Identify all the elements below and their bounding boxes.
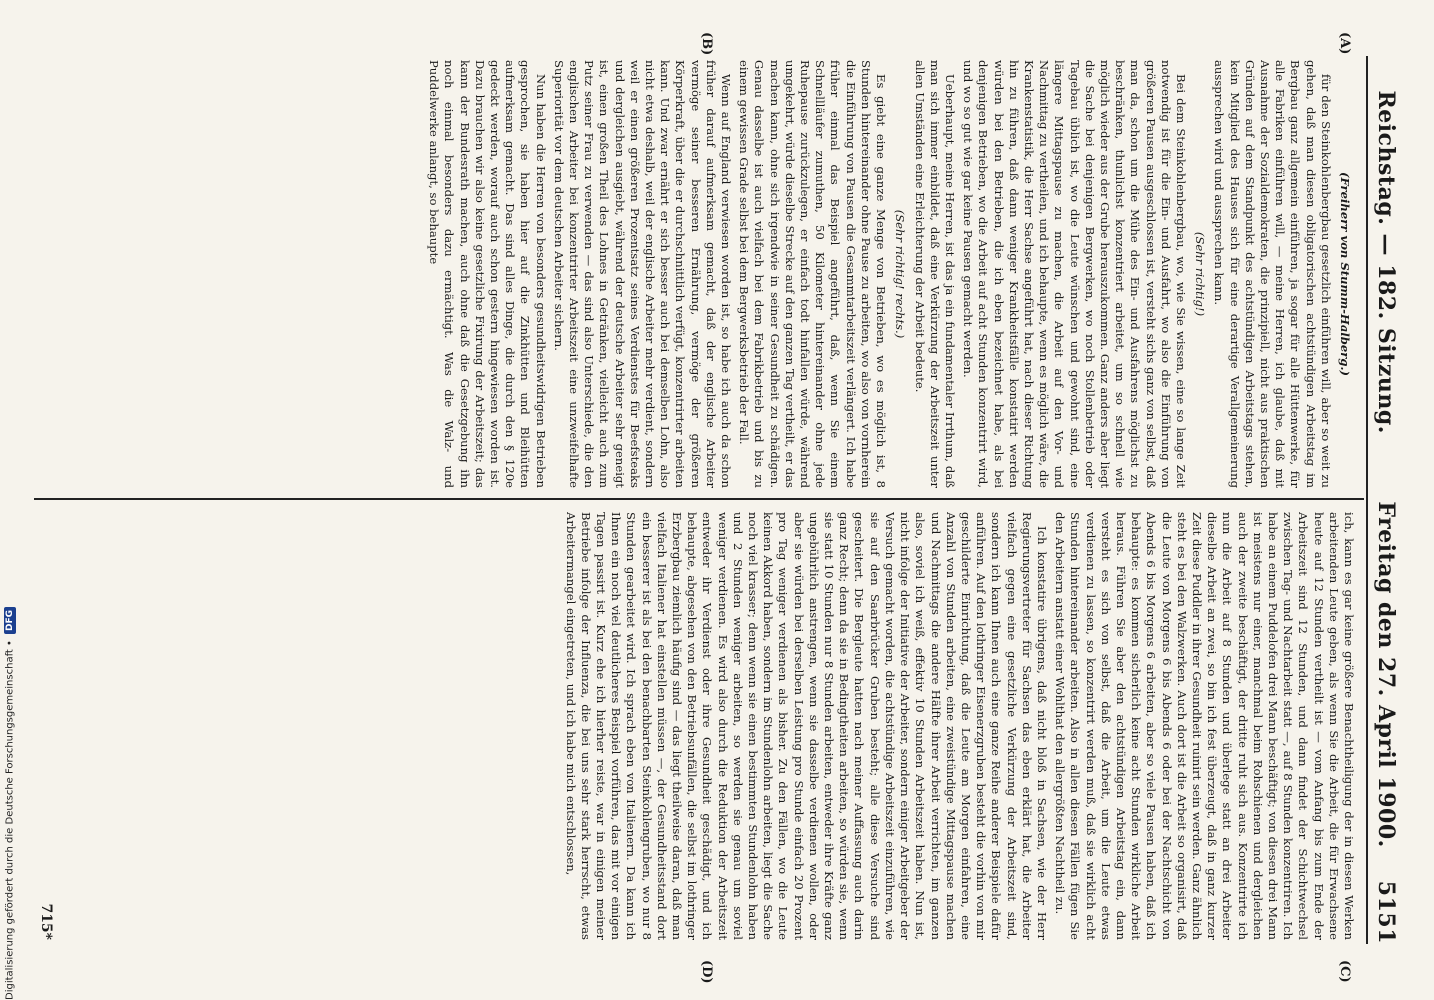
interjection: (Sehr richtig! rechts.) (893, 209, 908, 339)
interjection: (Sehr richtig!) (1193, 231, 1208, 317)
column-divider (34, 498, 1364, 500)
left-column (56, 60, 1356, 488)
page-header (1366, 56, 1404, 944)
paragraph: Bei dem Steinkohlenbergbau, wo, wie Sie wissen, eine so lange Zeit notwendig ist für die Ein- und Ausfahrt, wo also die Einführung von größeren Pausen ausgeschlossen ist, versteht sichs ganz von selbst, daß man da, schon um die Mühe des Ein- und Ausfahrens möglichst zu beschränken, thunlichst konzentriert arbeitet, um so schnell wie möglich wieder aus der Grube herauszukommen. Ganz anders aber liegt die Sache bei denjenigen Bergwerken, wo noch Stollenbetrieb oder Tagebau üblich ist, wo die Leute wünschen und gewohnt sind, eine längere Mittagspause zu machen, die Arbeit auf den Vor- und Nachmittag zu vertheilen, und ich behaupte, wenn es möglich wäre, die Krankenstatistik, die Herr Sachse angeführt hat, nach dieser Richtung hin zu führen, daß dann weniger Krankheitsfälle konstatirt werden würden bei den Betrieben, die ich eben bezeichnet habe, als bei denjenigen Betrieben, wo die Arbeit auf acht Stunden konzentrirt wird, und wo so gut wie gar keine Pausen gemacht werden. (961, 60, 1188, 488)
page-footer-signature: 715* (38, 903, 54, 940)
margin-marker-b: (B) (699, 32, 714, 56)
speaker-name: (Freiherr von Stumm-Halberg.) (1338, 172, 1352, 376)
paragraph: Es giebt eine ganze Menge von Betrieben, wo es möglich ist, 8 Stunden hintereinander ohne Pause zu arbeiten, wo also von vornherein die Einführung von Pausen die Gesammtarbeitszeit verlängert. Ich habe früher einmal das Beispiel angeführt, daß, wenn Sie einem Schnellläufer zumuthen, 50 Kilometer hintereinander ohne jede Ruhepause zurückzulegen, er einfach todt hinfallen würde, während umgekehrt, würde dieselbe Strecke auf den ganzen Tag vertheilt, er das machen kann, ohne sich irgendwie in seiner Gesundheit zu schädigen. Genau dasselbe ist auch vielfach bei dem Fabrikbetrieb und bis zu einem gewissen Grade selbst bei dem Bergwerksbetrieb der Fall. (737, 60, 889, 488)
funding-credit-label: Digitalisierung gefördert durch die Deutsche Forschungsgemeinschaft • (4, 640, 16, 1000)
paragraph: Ueberhaupt, meine Herren, ist das ja ein fundamentaler Irrthum, daß man sich immer einbildet, daß eine Verkürzung der Arbeitszeit unter allen Umständen eine Erleichterung der Arbeit bedeute. (912, 60, 957, 488)
paragraph: ich, kann es gar keine größere Benachtheiligung der in diesen Werken arbeitenden Leute geben, als wenn Sie die Arbeit, die für Erwachsene heute auf 12 Stunden vertheilt ist — vom Anfang bis zum Ende der Arbeitszeit sind 12 Stunden, und dann findet der Schichtwechsel zwischen Tag- und Nachtarbeit statt —, auf 8 Stunden konzentriren. Ich habe an einem Puddelofen drei Mann beschäftigt; von diesen drei Mann ist meistens nur einer, manchmal beim Rohschienen und dergleichen auch der zweite beschäftigt, der dritte ruht sich aus. Konzentrirte ich nun die Arbeit auf 8 Stunden und überlege statt an drei Arbeiter dieselbe Arbeit an zwei, so bin ich fest überzeugt, daß in ganz kurzer Zeit diese Puddler in ihrer Gesundheit ruinirt sein werden. Ganz ähnlich steht es bei den Walzwerken. Auch dort ist die Arbeit so organisirt, daß die Leute von Morgens 6 bis Abends 6 oder bei der Nachtschicht von Abends 6 bis Morgens 6 arbeiten, aber so viele Pausen haben, daß ich behaupte: es kommen sicherlich keine acht Stunden wirkliche Arbeit heraus. Führen Sie aber den achtstündigen Arbeitstag ein, dann versteht es sich von selbst, daß die Arbeit, um die Leute etwas verdienen zu lassen, so konzentrirt werden muß, daß sie wirklich acht Stunden hintereinander arbeiten. Also in allen diesen Fällen fügen Sie den Arbeitern anstatt einer Wohlthat den allergrößten Nachtheil zu. (1053, 512, 1356, 940)
paragraph: Wenn auf England verwiesen worden ist, so habe ich auch da schon früher darauf aufmerksam gemacht, daß der englische Arbeiter vermöge seiner besseren Ernährung, vermöge der größeren Körperkraft, über die er durchschnittlich verfügt, konzentrirter arbeiten kann. Und zwar ernährt er sich besser auch bei demselben Lohn, also nicht etwa deshalb, weil der englische Arbeiter mehr verdient, sondern weil er einen größeren Prozentsatz seines Verdienstes für Beefsteaks und dergleichen ausgiebt, während der deutsche Arbeiter sehr geneigt ist, einen großen Theil des Lohnes in Getränken, vielleicht auch zum Putz seiner Frau zu verwenden — das sind also Unterschiede, die den englischen Arbeiter bei konzentrirter Arbeitszeit eine unzweifelhafte Superiorität vor dem deutschen Arbeiter sichern. (551, 60, 734, 488)
margin-marker-c: (C) (1337, 960, 1352, 983)
paragraph: für den Steinkohlenbergbau gesetzlich einführen will, aber so weit zu gehen, daß man diesen obligatorischen achtstündigen Arbeitstag im Bergbau ganz allgemein einführen, ja sogar für alle Hüttenwerke, für alle Fabriken einführen will, — meine Herren, ich glaube, daß mit Ausnahme der Sozialdemokraten, die prinzipiell, nicht aus praktischen Gründen auf dem Standpunkt des achtstündigen Arbeitstags stehen, kein Mitglied des Hauses sich für eine derartige Verallgemeinerung aussprechen wird und aussprechen kann. (1212, 60, 1333, 488)
margin-marker-a: (A) (1337, 32, 1352, 55)
header-date: Freitag den 27. April 1900. (1373, 501, 1399, 848)
paragraph: Ich konstatire übrigens, daß nicht bloß in Sachsen, wie der Herr Regierungsvertreter für Sachsen das eben erklärt hat, die Arbeiter vielfach gegen eine gesetzliche Verkürzung der Arbeitszeit sind, sondern ich kann Ihnen auch eine ganze Reihe anderer Beispiele dafür anführen. Auf den lothringer Eisenerzgruben besteht die vorhin von mir geschilderte Einrichtung, daß die Leute am Morgen einfahren, eine Anzahl von Stunden arbeiten, eine zweistündige Mittagspause machen und Nachmittags die andere Hälfte ihrer Arbeit verrichten, im ganzen also, soviel ich weiß, effektiv 10 Stunden Arbeitszeit haben. Nun ist, nicht infolge der Initiative der Arbeiter, sondern einiger Arbeitgeber der Versuch gemacht worden, die achtstündige Arbeitszeit einzuführen, wie sie auf den Saarbrücker Gruben besteht; alle diese Versuche sind gescheitert. Die Bergleute hatten nach meiner Auffassung auch darin ganz Recht; denn da sie in Bedingtheiten arbeiten, so würden sie, wenn sie statt 10 Stunden nur 8 Stunden arbeiten, entweder ihre Kräfte ganz ungebührlich anstrengen, wenn sie dasselbe verdienen wollen, oder aber sie würden bei derselben Leistung pro Stunde einfach 20 Prozent pro Tag weniger verdienen als bisher. Zu den Fällen, wo die Leute keinen Akkord haben, sondern im Stundenlohn arbeiten, liegt die Sache noch viel krasser; denn wenn sie einen bestimmten Stundenlohn haben und 2 Stunden weniger arbeiten, so werden sie genau um soviel weniger verdienen. Es wird also durch die Reduktion der Arbeitszeit entweder ihr Verdienst oder ihre Gesundheit geschädigt, und ich behaupte, abgesehen von den Betriebsunfällen, die selbst im lothringer Erzbergbau ziemlich häufig sind — das liegt theilweise daran, daß man vielfach Italiener hat einstellen müssen —, der Gesundheitsstand dort ein besserer ist als bei den benachbarten Steinkohlengruben, wo nur 8 Stunden gearbeitet wird. Ich sprach eben von Italienern. Da kann ich Ihnen ein noch viel deutlicheres Beispiel vorführen, das mit vor einigen Tagen passirt ist. Kurz ehe ich hierher reiste, war in einigen meiner Betriebe infolge der Influenza, die bei uns sehr stark herrscht, etwas Arbeitermangel eingetreten, und ich habe mich entschlossen, (563, 512, 1049, 940)
paragraph: Nun haben die Herren von besonders gesundheitswidrigen Betrieben gesprochen, sie haben hier auf die Zinkhütten und Bleihütten aufmerksam gemacht. Das sind alles Dinge, die durch den § 120e gedeckt werden, worauf auch schon gestern hingewiesen worden ist. Dazu brauchen wir also keine gesetzliche Fixirung der Arbeitszeit; das kann der Bundesrath machen, auch ohne daß die Gesetzgebung ihn noch einmal besonders dazu ermächtigt. Was die Walz- und Puddelwerke anlangt, so behaupte (427, 60, 548, 488)
page-number: 5151 (1373, 880, 1399, 945)
dfg-logo: DFG (4, 607, 16, 634)
margin-marker-d: (D) (699, 960, 714, 984)
header-title: Reichstag. — 182. Sitzung. (1373, 90, 1399, 434)
right-column (56, 512, 1356, 940)
